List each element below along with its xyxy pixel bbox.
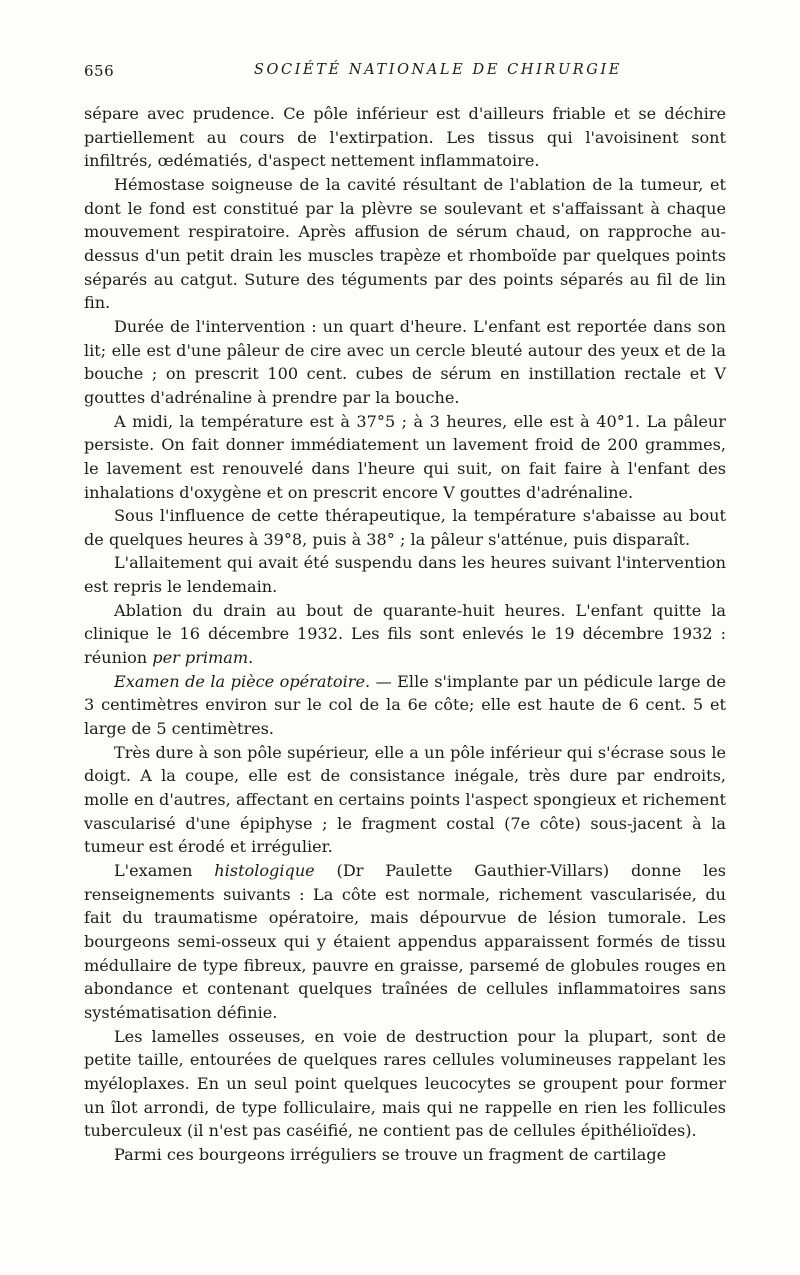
running-title: SOCIÉTÉ NATIONALE DE CHIRURGIE [254,62,622,78]
paragraph-text: Parmi ces bourgeons irréguliers se trouve un fragment de cartilage [114,1144,667,1164]
paragraph-text: Durée de l'intervention : un quart d'heure. L'enfant est reportée dans son lit; elle est d'une pâleur de cire avec un cercle bleuté autour des yeux et de la bouche ; on prescrit 100 cent. cubes de sérum en instillation rectale et V gouttes d'adrénaline à prendre par la bouche. [84,316,726,407]
paragraph-2 [84,173,726,315]
paragraph-text: Hémostase soigneuse de la cavité résultant de l'ablation de la tumeur, et dont le fond est constitué par la plèvre se soulevant et s'affaissant à chaque mouvement respiratoire. Après affusion de sérum chaud, on rapproche au-dessus d'un petit drain les muscles trapèze et rhomboïde par quelques points séparés au catgut. Suture des téguments par des points séparés au fil de lin fin. [84,174,726,313]
paragraph-10 [84,859,726,1025]
paragraph-7 [84,599,726,670]
paragraph-5 [84,504,726,551]
paragraph-text: Très dure à son pôle supérieur, elle a un pôle inférieur qui s'écrase sous le doigt. A la coupe, elle est de consistance inégale, très dure par endroits, molle en d'autres, affectant en certains points l'aspect spongieux et richement vascularisé d'une épiphyse ; le fragment costal (7e côte) sous-jacent à la tumeur est érodé et irrégulier. [84,742,726,857]
latin-phrase: per primam [152,648,249,668]
page-header [84,62,724,86]
paragraph-8 [84,670,726,741]
paragraph-text: A midi, la température est à 37°5 ; à 3 heures, elle est à 40°1. La pâleur persiste. On fait donner immédiatement un lavement froid de 200 grammes, le lavement est renouvelé dans l'heure qui suit, on fait faire à l'enfant des inhalations d'oxygène et on prescrit encore V gouttes d'adrénaline. [84,411,726,502]
paragraph-3 [84,315,726,410]
paragraph-text: sépare avec prudence. Ce pôle inférieur est d'ailleurs friable et se déchire partiellement au cours de l'extirpation. Les tissus qui l'avoisinent sont infiltrés, œdématiés, d'aspect nettement inflammatoire. [84,104,726,171]
paragraph-text: (Dr Paulette Gauthier-Villars) donne les renseignements suivants : La côte est normale, richement vascularisée, du fait du traumatisme opératoire, mais dépourvue de lésion tumorale. Les bourgeons semi-osseux qui y étaient appendus apparaissent formés de tissu médullaire de type fibreux, pauvre en graisse, parsemé de globules rouges en abondance et contenant quelques traînées de cellules inflammatoires sans systématisation définie. [84,861,726,1022]
paragraph-text: L'allaitement qui avait été suspendu dans les heures suivant l'intervention est repris le lendemain. [84,553,726,597]
paragraph-text: . [248,648,254,668]
paragraph-text: Sous l'influence de cette thérapeutique, la température s'abaisse au bout de quelques heures à 39°8, puis à 38° ; la pâleur s'atténue, puis disparaît. [84,506,726,549]
paragraph-6 [84,551,726,598]
section-heading: Examen de la pièce opératoire. [114,671,371,691]
paragraph-1 [84,102,726,173]
paragraph-text: Ablation du drain au bout de quarante-huit heures. L'enfant quitte la clinique le 16 décembre 1932. Les fils sont enlevés le 19 décembre 1932 : réunion [84,600,726,668]
page-number: 656 [84,62,115,80]
paragraph-9 [84,741,726,859]
paragraph-text: L'examen [114,861,215,880]
paragraph-4 [84,410,726,505]
body-text [84,102,726,1167]
paragraph-11 [84,1025,726,1143]
italic-term: histologique [214,861,315,880]
paragraph-12 [84,1143,726,1167]
paragraph-text: Les lamelles osseuses, en voie de destruction pour la plupart, sont de petite taille, entourées de quelques rares cellules volumineuses rappelant les myéloplaxes. En un seul point quelques leucocytes se groupent pour former un îlot arrondi, de type folliculaire, mais qui ne rappelle en rien les follicules tuberculeux (il n'est pas caséifié, ne contient pas de cellules épithélioïdes). [84,1026,726,1141]
paragraph-text: — Elle s'implante par un pédicule large de 3 centimètres environ sur le col de la 6e côte; elle est haute de 6 cent. 5 et large de 5 centimètres. [84,671,726,739]
